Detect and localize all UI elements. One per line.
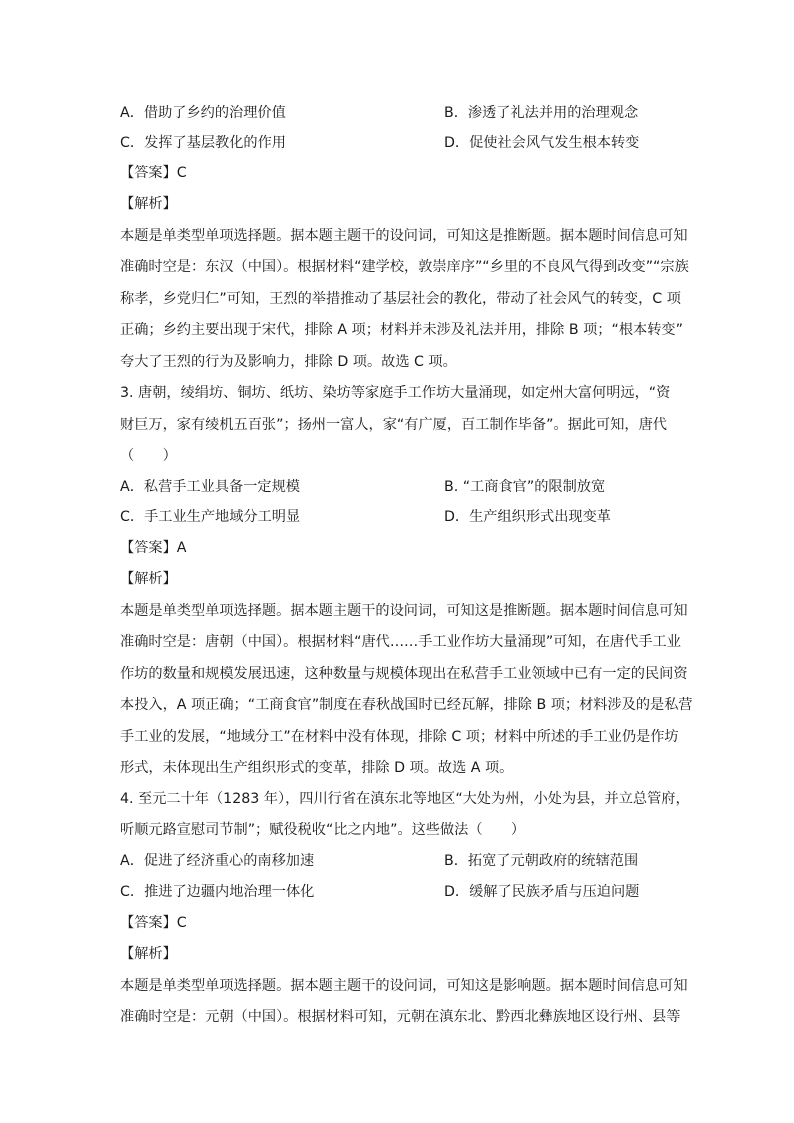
- q3-option-d: D．生产组织形式出现变革: [444, 509, 611, 525]
- q2-analysis-line: 夸大了王烈的行为及影响力，排除 D 项。故选 C 项。: [120, 354, 457, 370]
- q4-answer: 【答案】C: [120, 915, 187, 931]
- q3-stem-line: 3. 唐朝，绫绢坊、铜坊、纸坊、染坊等家庭手工作坊大量涌现，如定州大富何明远，“资: [120, 385, 671, 401]
- q2-analysis-line: 正确；乡约主要出现于宋代，排除 A 项；材料并未涉及礼法并用，排除 B 项；“根本转变”: [120, 322, 683, 338]
- q3-analysis-line: 准确时空是：唐朝（中国）。根据材料“唐代……手工业作坊大量涌现”可知，在唐代手工业: [120, 634, 681, 650]
- q3-analysis-line: 本题是单类型单项选择题。据本题主题干的设问词，可知这是推断题。据本题时间信息可知: [120, 603, 688, 619]
- q2-analysis-line: 准确时空是：东汉（中国）。根据材料“建学校，敦崇庠序”“乡里的不良风气得到改变”“宗族: [120, 259, 689, 275]
- q3-stem-line: 财巨万，家有绫机五百张”；扬州一富人，家“有广厦，百工制作毕备”。据此可知，唐代: [120, 417, 667, 433]
- q3-option-b: B. “工商食官”的限制放宽: [444, 479, 606, 495]
- q4-analysis-title: 【解析】: [120, 946, 177, 962]
- q4-analysis-line: 本题是单类型单项选择题。据本题主题干的设问词，可知这是影响题。据本题时间信息可知: [120, 978, 688, 994]
- q3-analysis-line: 形式，未体现出生产组织形式的变革，排除 D 项。故选 A 项。: [120, 760, 514, 776]
- q4-analysis-line: 准确时空是：元朝（中国）。根据材料可知，元朝在滇东北、黔西北彝族地区设行州、县等: [120, 1009, 681, 1025]
- q4-option-a: A．促进了经济重心的南移加速: [120, 853, 315, 869]
- q3-option-a: A．私营手工业具备一定规模: [120, 479, 300, 495]
- q4-stem-line: 听顺元路宣慰司节制”；赋役税收“比之内地”。这些做法（ ）: [120, 822, 526, 838]
- q2-option-b: B．渗透了礼法并用的治理观念: [444, 105, 639, 121]
- q3-analysis-line: 手工业的发展，“地域分工”在材料中没有体现，排除 C 项；材料中所述的手工业仍是作坊: [120, 729, 679, 745]
- q2-option-d: D．促使社会风气发生根本转变: [444, 135, 640, 151]
- q4-option-b: B．拓宽了元朝政府的统辖范围: [444, 853, 639, 869]
- q2-answer: 【答案】C: [120, 165, 187, 181]
- q3-analysis-line: 本投入，A 项正确；“工商食官”制度在春秋战国时已经瓦解，排除 B 项；材料涉及的是私营: [120, 697, 693, 713]
- q3-analysis-line: 作坊的数量和规模发展迅速，这种数量与规模体现出在私营手工业领域中已有一定的民间资: [120, 666, 688, 682]
- q4-option-d: D．缓解了民族矛盾与压迫问题: [444, 884, 640, 900]
- q3-option-c: C．手工业生产地域分工明显: [120, 509, 301, 525]
- q3-answer: 【答案】A: [120, 540, 187, 556]
- q2-analysis-line: 本题是单类型单项选择题。据本题主题干的设问词，可知这是推断题。据本题时间信息可知: [120, 228, 688, 244]
- q3-analysis-title: 【解析】: [120, 571, 177, 587]
- q2-option-c: C．发挥了基层教化的作用: [120, 135, 286, 151]
- q2-analysis-title: 【解析】: [120, 196, 177, 212]
- q2-analysis-line: 称孝，乡党归仁”可知，王烈的举措推动了基层社会的教化，带动了社会风气的转变，C 项: [120, 291, 681, 307]
- q2-option-a: A．借助了乡约的治理价值: [120, 105, 286, 121]
- q4-stem-line: 4. 至元二十年（1283 年），四川行省在滇东北等地区“大处为州，小处为县，并立总管府，: [120, 791, 690, 807]
- q3-stem-line: （ ）: [120, 448, 177, 464]
- q4-option-c: C．推进了边疆内地治理一体化: [120, 884, 315, 900]
